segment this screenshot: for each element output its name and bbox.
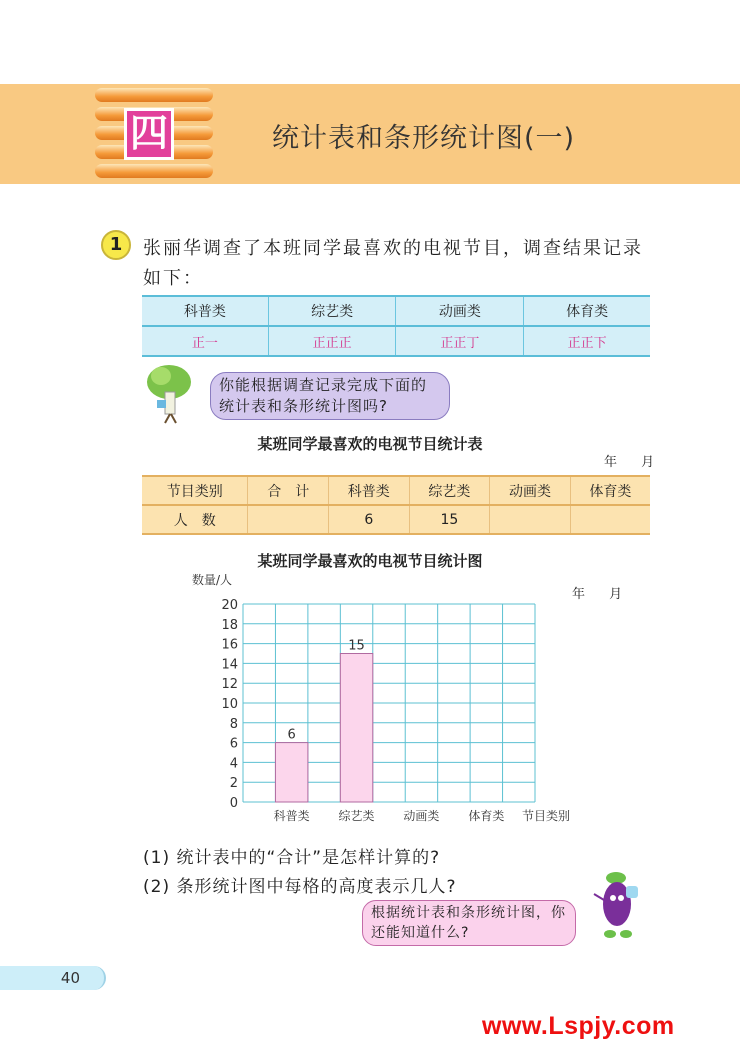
svg-text:6: 6 [287, 727, 296, 743]
stat-cell[interactable] [570, 505, 650, 534]
survey-record-table [142, 295, 650, 357]
chart-title: 某班同学最喜欢的电视节目统计图 [257, 552, 483, 570]
survey-header: 科普类 [142, 296, 268, 326]
survey-tally: 正正正 [268, 326, 396, 356]
svg-text:0: 0 [229, 796, 238, 811]
hint-speech-bubble: 你能根据调查记录完成下面的统计表和条形统计图吗? [210, 372, 450, 420]
stat-header: 节目类别 [142, 476, 248, 505]
svg-text:2: 2 [229, 776, 238, 792]
pink-speech-bubble: 根据统计表和条形统计图，你还能知道什么? [362, 900, 576, 946]
problem-number-badge: 1 [101, 230, 131, 260]
svg-text:18: 18 [221, 617, 238, 633]
stat-header: 合 计 [248, 476, 329, 505]
question-1: (1) 统计表中的“合计”是怎样计算的? [143, 848, 441, 868]
svg-text:体育类: 体育类 [468, 809, 505, 823]
problem-intro: 张丽华调查了本班同学最喜欢的电视节目，调查结果记录如下： [143, 238, 643, 289]
chart-year-month: 年 月 [572, 587, 633, 602]
survey-tally: 正一 [142, 326, 268, 356]
x-axis-label: 节目类别 [522, 809, 571, 823]
y-axis-ticks [221, 598, 238, 811]
bar-chart [190, 570, 610, 830]
chapter-numeral: 四 [124, 108, 174, 160]
stat-header: 综艺类 [409, 476, 490, 505]
survey-tally: 正正丁 [396, 326, 524, 356]
table-year-month: 年 月 [604, 455, 665, 470]
svg-text:15: 15 [348, 638, 365, 654]
svg-text:科普类: 科普类 [273, 809, 310, 823]
stat-cell-total[interactable] [248, 505, 329, 534]
stat-header: 体育类 [570, 476, 650, 505]
page-number: 40 [0, 966, 106, 990]
stat-row-label: 人 数 [142, 505, 248, 534]
x-axis-categories [274, 808, 505, 823]
stat-table-title: 某班同学最喜欢的电视节目统计表 [257, 435, 483, 453]
svg-text:6: 6 [229, 736, 238, 752]
stat-header: 动画类 [490, 476, 571, 505]
stat-cell: 15 [409, 505, 490, 534]
stat-cell[interactable] [490, 505, 571, 534]
stat-cell: 6 [329, 505, 410, 534]
survey-tally: 正正下 [524, 326, 650, 356]
question-2: (2) 条形统计图中每格的高度表示几人? [143, 877, 457, 897]
svg-text:20: 20 [221, 598, 238, 613]
eggplant-mascot-icon [590, 868, 650, 940]
stat-header: 科普类 [329, 476, 410, 505]
survey-header: 动画类 [396, 296, 524, 326]
survey-header: 综艺类 [268, 296, 396, 326]
stat-table [142, 475, 650, 535]
svg-text:12: 12 [221, 677, 238, 693]
chapter-title: 统计表和条形统计图(一) [272, 123, 576, 154]
svg-text:14: 14 [221, 657, 238, 673]
survey-header: 体育类 [524, 296, 650, 326]
svg-text:8: 8 [229, 716, 238, 732]
svg-text:动画类: 动画类 [403, 809, 440, 823]
watermark: www.Lspjy.com [482, 1012, 675, 1040]
svg-text:综艺类: 综艺类 [338, 809, 375, 823]
svg-text:10: 10 [221, 697, 238, 712]
svg-text:16: 16 [221, 637, 238, 653]
svg-text:4: 4 [229, 756, 238, 772]
y-axis-label: 数量/人 [192, 573, 233, 587]
cabbage-mascot-icon [143, 362, 197, 424]
